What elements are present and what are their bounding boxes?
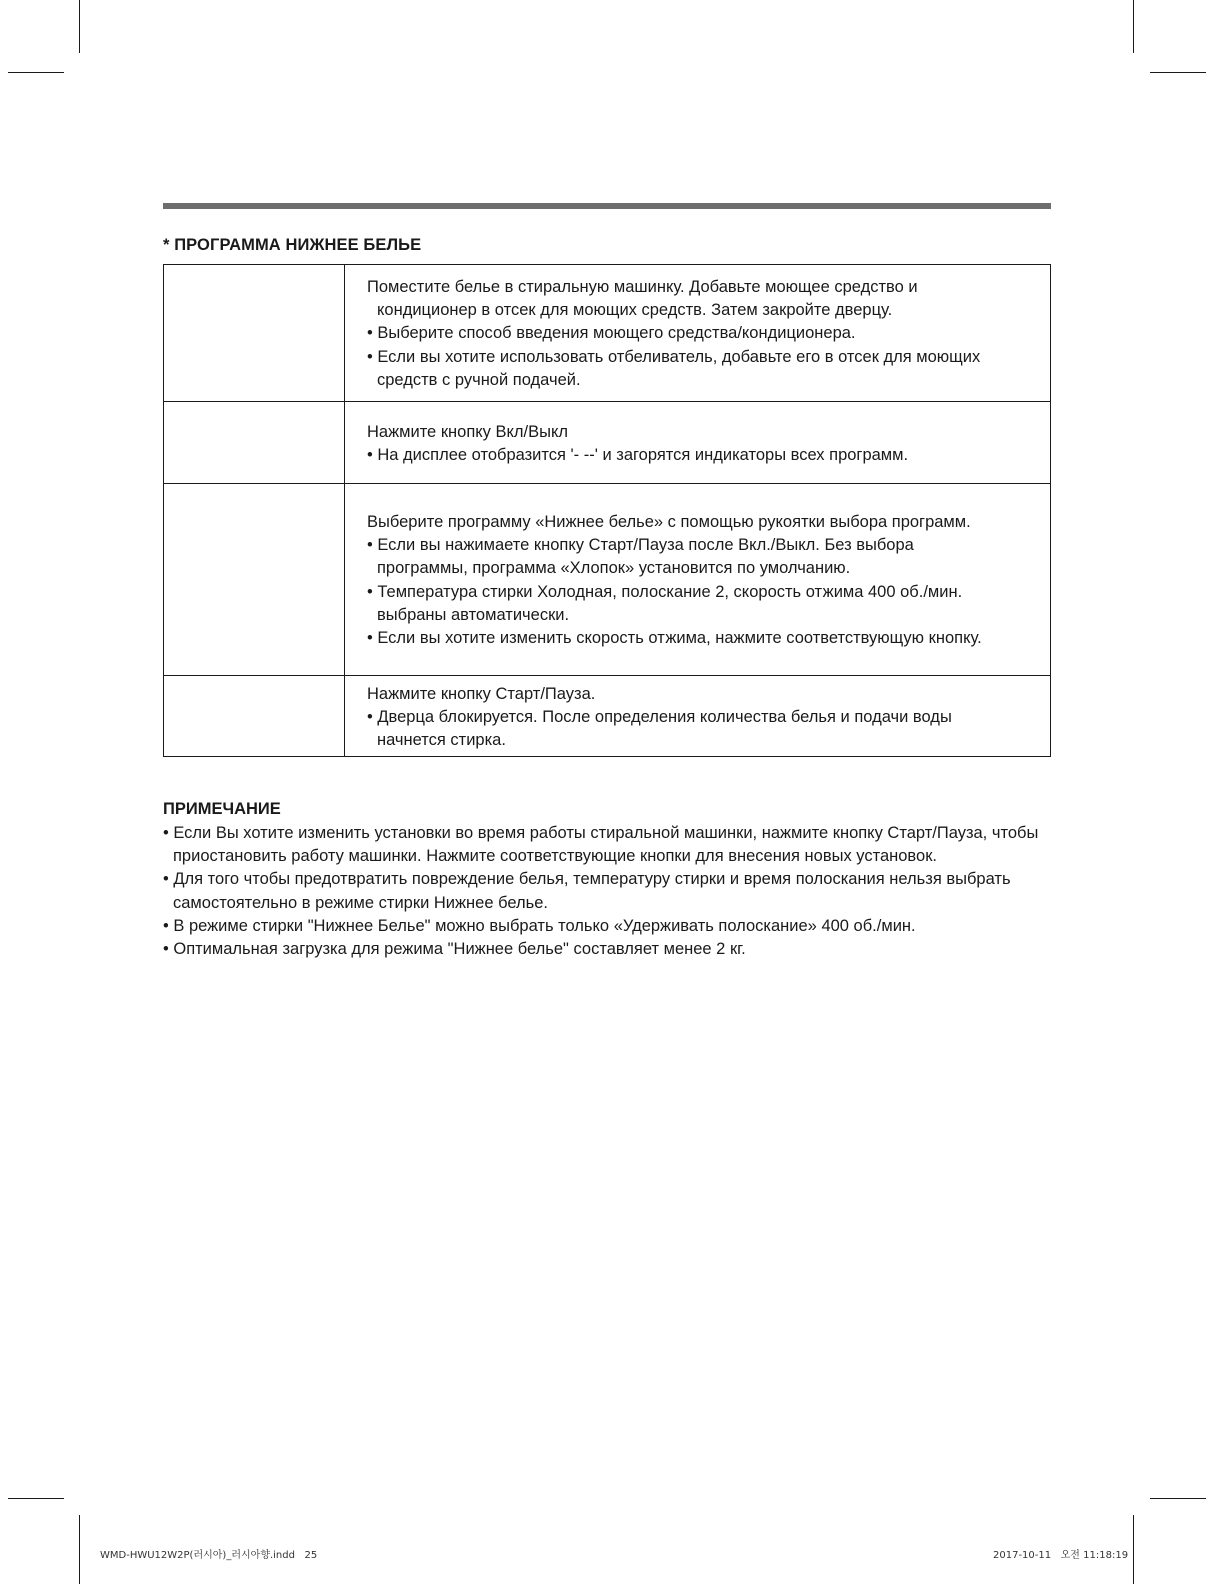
step-line: выбраны автоматически. [377,605,570,624]
steps-table [163,264,1051,757]
step-text-cell [345,676,1051,757]
step-line: Нажмите кнопку Старт/Пауза. [367,685,596,703]
step-line: • Если вы нажимаете кнопку Старт/Пауза после Вкл./Выкл. Без выбора [367,536,914,555]
step-line: кондиционер в отсек для моющих средств. Затем закройте дверцу. [377,301,893,320]
step-line: • Температура стирки Холодная, полоскание 2, скорость отжима 400 об./мин. [367,582,963,601]
step-line: • Если вы хотите использовать отбеливатель, добавьте его в отсек для моющих [367,347,981,366]
crop-mark [1150,1498,1206,1499]
table-row [164,676,1051,757]
step-line: программы, программа «Хлопок» установится по умолчанию. [377,559,851,578]
crop-mark [1133,1515,1134,1584]
note-item: • В режиме стирки "Нижнее Белье" можно выбрать только «Удерживать полоскание» 400 об./мин. [163,916,916,935]
table-row [164,265,1051,402]
crop-mark [8,72,64,73]
crop-mark [8,1498,64,1499]
note-list [163,822,1063,961]
note-item: • Если Вы хотите изменить установки во время работы стиральной машинки, нажмите кнопку Старт/Пауза, чтобы приостановить работу машинки. Нажмите соответствующие кнопки для внесения новых установок. [163,824,1039,866]
section-title: * ПРОГРАММА НИЖНЕЕ БЕЛЬЕ [163,236,422,254]
crop-mark [79,0,80,53]
step-line: средств с ручной подачей. [377,370,581,389]
step-line: • Если вы хотите изменить скорость отжима, нажмите соответствующую кнопку. [367,629,982,648]
step-line: • На дисплее отобразится '- --' и загорятся индикаторы всех программ. [367,446,909,465]
step-text-cell [345,484,1051,676]
step-line: • Дверца блокируется. После определения количества белья и подачи воды [367,708,952,727]
crop-mark [79,1515,80,1584]
step-text-cell [345,402,1051,484]
footer-timestamp: 2017-10-11 오전 11:18:19 [993,1550,1129,1561]
note-item: • Оптимальная загрузка для режима "Нижнее белье" составляет менее 2 кг. [163,940,746,959]
table-row [164,402,1051,484]
step-text-cell [345,265,1051,402]
crop-mark [1150,72,1206,73]
step-illustration-cell [164,484,345,676]
note-title: ПРИМЕЧАНИЕ [163,800,281,818]
step-illustration-cell [164,402,345,484]
crop-mark [1133,0,1134,53]
step-line: начнется стирка. [377,731,506,750]
note-item: • Для того чтобы предотвратить повреждение белья, температуру стирки и время полоскания нельзя выбрать самостоятельно в режиме стирки Нижнее белье. [163,870,1011,912]
table-row [164,484,1051,676]
step-illustration-cell [164,676,345,757]
header-rule [163,203,1051,209]
step-line: Нажмите кнопку Вкл/Выкл [367,423,569,441]
step-illustration-cell [164,265,345,402]
step-line: • Выберите способ введения моющего средства/кондиционера. [367,324,856,343]
step-line: Выберите программу «Нижнее белье» с помощью рукоятки выбора программ. [367,513,971,531]
footer-file-info: WMD-HWU12W2P(러시아)_러시아향.indd 25 [100,1550,318,1561]
step-line: Поместите белье в стиральную машинку. Добавьте моющее средство и [367,278,918,296]
